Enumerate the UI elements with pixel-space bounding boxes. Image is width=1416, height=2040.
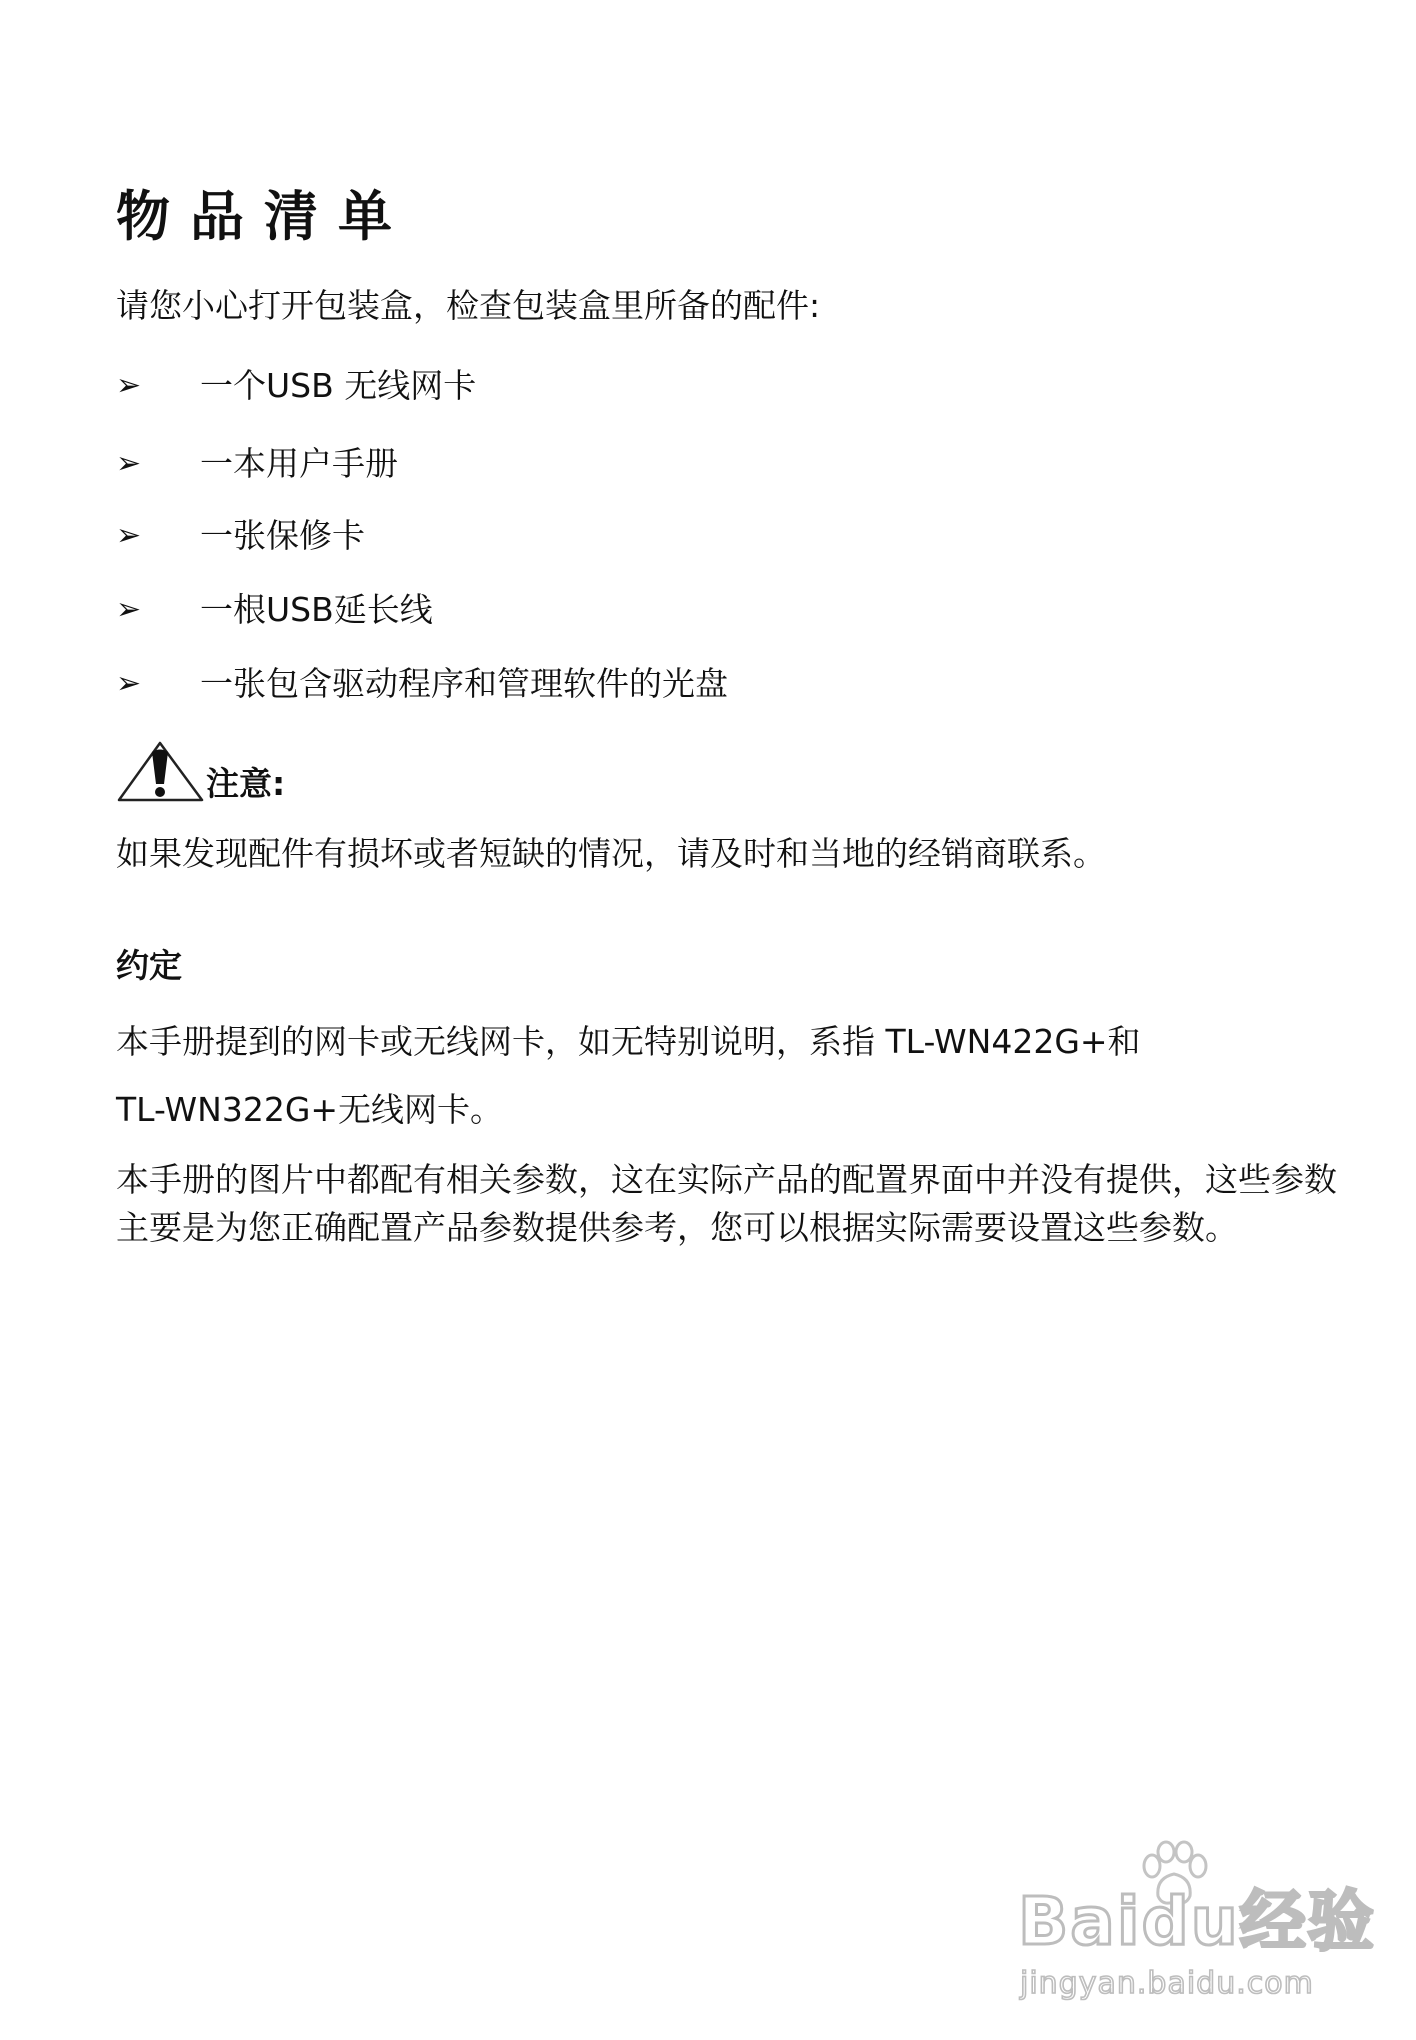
watermark	[1018, 1840, 1376, 2012]
list-item-text: 一个USB 无线网卡	[200, 366, 477, 405]
note-label: 注意:	[206, 764, 286, 803]
arrow-bullet-icon: ➢	[116, 446, 142, 481]
arrow-bullet-icon: ➢	[116, 592, 142, 627]
arrow-bullet-icon: ➢	[116, 368, 142, 403]
list-item-text: 一张保修卡	[200, 516, 365, 555]
list-item-text: 一根USB延长线	[200, 590, 433, 629]
arrow-bullet-icon: ➢	[116, 518, 142, 553]
watermark-url: jingyan.baidu.com	[1020, 1966, 1314, 2001]
convention-paragraph: 本手册的图片中都配有相关参数，这在实际产品的配置界面中并没有提供，这些参数主要是为您正确配置产品参数提供参考，您可以根据实际需要设置这些参数。	[116, 1160, 1337, 1247]
list-item-text: 一张包含驱动程序和管理软件的光盘	[200, 664, 728, 703]
arrow-bullet-icon: ➢	[116, 666, 142, 701]
watermark-brand: Baidu经验	[1018, 1883, 1376, 1960]
convention-line-2: TL-WN322G+无线网卡。	[116, 1090, 504, 1129]
section-heading: 约定	[116, 946, 182, 985]
list-item-text: 一本用户手册	[200, 444, 398, 483]
warning-icon	[116, 738, 206, 804]
page-title: 物品清单	[116, 185, 412, 248]
intro-text: 请您小心打开包装盒，检查包装盒里所备的配件:	[116, 286, 821, 325]
note-text: 如果发现配件有损坏或者短缺的情况，请及时和当地的经销商联系。	[116, 834, 1106, 873]
convention-line-1: 本手册提到的网卡或无线网卡，如无特别说明，系指 TL-WN422G+和	[116, 1022, 1141, 1061]
